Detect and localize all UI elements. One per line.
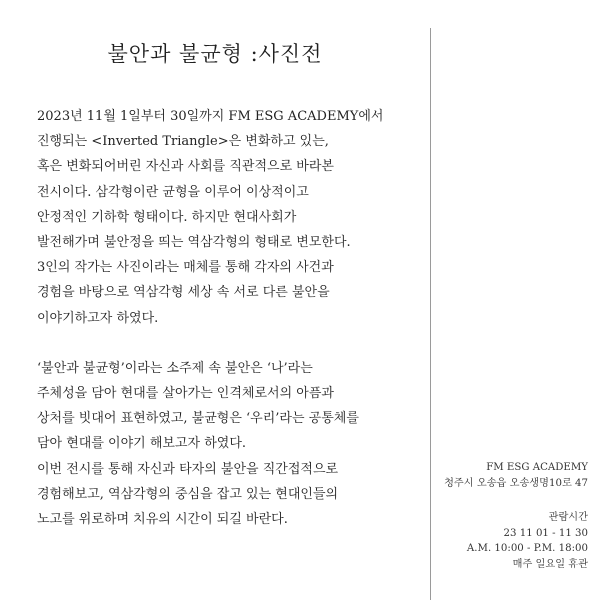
closed-day: 매주 일요일 휴관 [512,558,588,570]
description-line: 전시이다. 삼각형이란 균형을 이루어 이상적이고 [37,184,309,200]
viewing-hours-label: 관람시간 [548,512,588,523]
exhibition-dates: 23 11 01 - 11 30 [503,527,588,539]
opening-time: A.M. 10:00 - P.M. 18:00 [466,543,588,554]
description-line: 주체성을 담아 현대를 살아가는 인격체로서의 아픔과 [37,386,334,402]
exhibition-title: 불안과 불균형 :사진전 [107,42,323,66]
description-line: 노고를 위로하며 치유의 시간이 되길 바란다. [37,512,288,528]
venue-info [418,460,588,491]
venue-name: FM ESG ACADEMY [486,462,588,473]
venue-address: 청주시 오송읍 오송생명10로 47 [444,477,588,489]
description-line: 진행되는 <Inverted Triangle>은 변화하고 있는, [37,134,329,150]
description-line: 3인의 작가는 사진이라는 매체를 통해 각자의 사건과 [37,260,334,276]
description-line: 담아 현대를 이야기 해보고자 하였다. [37,436,247,452]
description-line: 안정적인 기하학 형태이다. 하지만 현대사회가 [37,209,297,225]
description-line: 2023년 11월 1일부터 30일까지 FM ESG ACADEMY에서 [37,109,384,124]
description-line: 이번 전시를 통해 자신과 타자의 불안을 직간접적으로 [37,461,339,477]
description-paragraph-1 [37,104,422,331]
description-line: 상처를 빗대어 표현하였고, 불균형은 ‘우리’라는 공통체를 [37,411,359,427]
description-paragraph-2 [37,356,422,532]
description-line: 경험해보고, 역삼각형의 중심을 잡고 있는 현대인들의 [37,486,339,502]
exhibition-description [37,104,422,532]
description-line: 경험을 바탕으로 역삼각형 세상 속 서로 다른 불안을 [37,285,330,301]
description-line: 이야기하고자 하였다. [37,310,159,326]
description-line: 발전해가며 불안정을 띄는 역삼각형의 형태로 변모한다. [37,235,351,251]
description-line: 혹은 변화되어버린 자신과 사회를 직관적으로 바라본 [37,159,334,175]
viewing-hours [418,510,588,572]
description-line: ‘불안과 불균형’이라는 소주제 속 불안은 ‘나’라는 [37,360,313,376]
